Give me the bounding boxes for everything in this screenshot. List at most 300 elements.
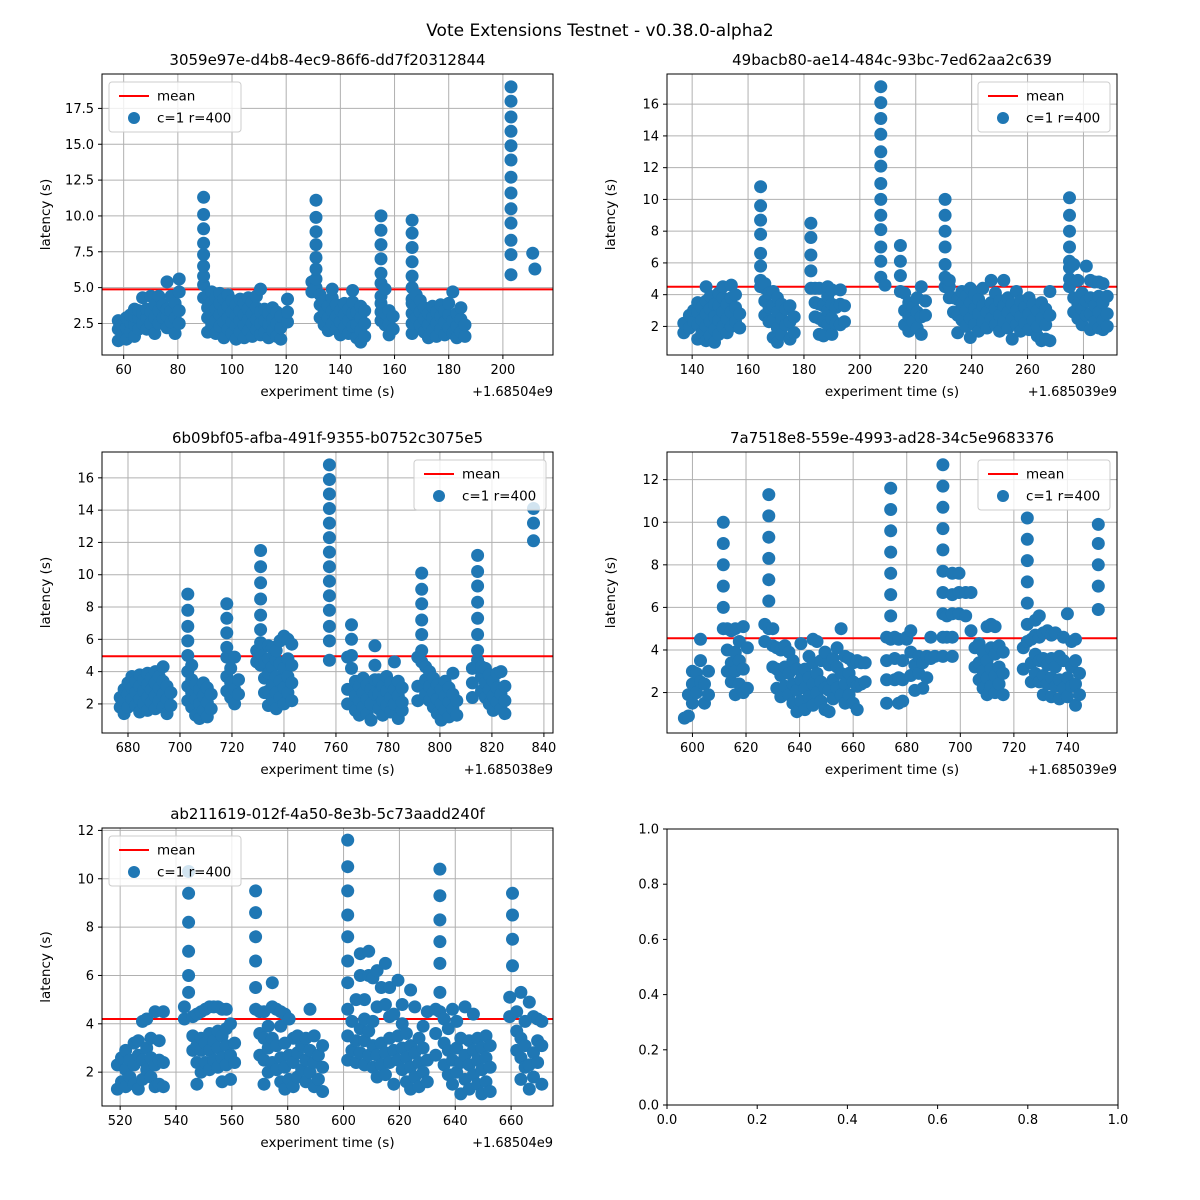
- data-point: [528, 263, 541, 276]
- data-point: [173, 317, 186, 330]
- data-point: [1021, 533, 1034, 546]
- subplot-0: [38, 51, 553, 400]
- y-tick-label: 17.5: [65, 101, 94, 117]
- data-point: [762, 595, 775, 608]
- data-point: [471, 549, 484, 562]
- data-point: [323, 654, 336, 667]
- y-tick-label: 12: [77, 823, 94, 839]
- y-axis-label: latency (s): [603, 178, 619, 251]
- data-point: [220, 597, 233, 610]
- data-point: [454, 301, 467, 314]
- data-point: [379, 283, 392, 296]
- x-tick-label: 680: [115, 741, 141, 756]
- data-point: [754, 180, 767, 193]
- data-point: [285, 659, 298, 672]
- y-axis-label: latency (s): [603, 556, 619, 629]
- data-point: [939, 193, 952, 206]
- data-point: [811, 635, 824, 648]
- x-axis-label: experiment time (s): [824, 762, 960, 778]
- data-point: [326, 283, 339, 296]
- data-point: [523, 1083, 536, 1096]
- data-point: [181, 634, 194, 647]
- data-point: [505, 202, 518, 215]
- data-point: [823, 705, 836, 718]
- data-point: [157, 1080, 170, 1093]
- data-point: [375, 252, 388, 265]
- data-point: [915, 328, 928, 341]
- data-point: [310, 194, 323, 207]
- data-point: [884, 482, 897, 495]
- data-point: [471, 596, 484, 609]
- data-point: [1021, 575, 1034, 588]
- y-axis-label: latency (s): [38, 178, 54, 251]
- data-point: [939, 209, 952, 222]
- data-point: [254, 609, 267, 622]
- data-point: [874, 255, 887, 268]
- data-point: [838, 315, 851, 328]
- data-point: [358, 330, 371, 343]
- x-axis-offset: +1.68504e9: [472, 385, 553, 400]
- data-point: [884, 567, 897, 580]
- x-tick-label: 660: [840, 741, 866, 756]
- data-point: [874, 145, 887, 158]
- data-point: [446, 1003, 459, 1016]
- data-point: [323, 634, 336, 647]
- data-point: [310, 238, 323, 251]
- data-point: [185, 659, 198, 672]
- data-point: [224, 1017, 237, 1030]
- data-point: [459, 318, 472, 331]
- legend-mean-label: mean: [157, 842, 196, 859]
- data-point: [1063, 209, 1076, 222]
- data-point: [874, 177, 887, 190]
- figure-title: Vote Extensions Testnet - v0.38.0-alpha2: [426, 21, 774, 41]
- legend-series-label: c=1 r=400: [157, 110, 232, 127]
- legend-series-label: c=1 r=400: [1026, 488, 1101, 505]
- data-point: [965, 624, 978, 637]
- data-point: [989, 620, 1002, 633]
- data-point: [794, 637, 807, 650]
- x-axis-offset: +1.68504e9: [472, 1136, 553, 1151]
- data-point: [396, 681, 409, 694]
- data-point: [884, 588, 897, 601]
- data-point: [341, 955, 354, 968]
- data-point: [505, 80, 518, 93]
- data-point: [1063, 191, 1076, 204]
- data-point: [228, 651, 241, 664]
- data-point: [375, 209, 388, 222]
- data-point: [1080, 260, 1093, 273]
- x-tick-label: 580: [275, 1114, 301, 1129]
- data-point: [310, 263, 323, 276]
- data-point: [484, 1061, 497, 1074]
- data-point: [262, 1020, 275, 1033]
- ticks: [663, 829, 1118, 1109]
- x-tick-label: 700: [947, 741, 973, 756]
- data-point: [915, 280, 928, 293]
- data-point: [702, 688, 715, 701]
- data-point: [281, 293, 294, 306]
- data-point: [182, 945, 195, 958]
- data-point: [228, 1037, 241, 1050]
- data-point: [498, 680, 511, 693]
- data-point: [884, 503, 897, 516]
- data-point: [717, 558, 730, 571]
- data-point: [1067, 258, 1080, 271]
- y-axis-label: latency (s): [38, 556, 54, 629]
- data-point: [505, 187, 518, 200]
- x-tick-label: 720: [1001, 741, 1027, 756]
- y-tick-label: 15.0: [65, 137, 94, 153]
- data-point: [729, 288, 742, 301]
- y-tick-label: 10.0: [65, 209, 94, 225]
- x-tick-label: 0.6: [927, 1113, 948, 1128]
- data-point: [904, 624, 917, 637]
- legend-series-label: c=1 r=400: [1026, 110, 1101, 127]
- x-tick-label: 600: [331, 1114, 356, 1129]
- y-tick-label: 4: [85, 665, 94, 681]
- data-point: [997, 274, 1010, 287]
- data-point: [965, 586, 978, 599]
- data-point: [804, 217, 817, 230]
- data-point: [694, 654, 707, 667]
- data-point: [505, 248, 518, 261]
- data-point: [285, 638, 298, 651]
- data-point: [310, 211, 323, 224]
- data-point: [1061, 607, 1074, 620]
- data-point: [527, 517, 540, 530]
- x-tick-label: 840: [531, 741, 557, 756]
- data-point: [834, 283, 847, 296]
- data-point: [874, 209, 887, 222]
- data-point: [874, 80, 887, 93]
- data-point: [285, 676, 298, 689]
- subplot-3: [603, 429, 1117, 778]
- x-tick-label: 600: [680, 741, 705, 756]
- data-point: [1071, 274, 1084, 287]
- x-tick-label: 60: [115, 363, 132, 378]
- data-point: [936, 480, 949, 493]
- data-point: [1021, 597, 1034, 610]
- data-point: [310, 225, 323, 238]
- y-tick-label: 12: [77, 535, 94, 551]
- x-tick-label: 0.2: [746, 1113, 768, 1128]
- data-point: [323, 488, 336, 501]
- x-tick-label: 220: [903, 363, 929, 378]
- data-point: [345, 649, 358, 662]
- x-tick-label: 800: [427, 741, 453, 756]
- x-tick-label: 660: [498, 1114, 524, 1129]
- subplot-1: [603, 51, 1117, 400]
- data-point: [717, 516, 730, 529]
- data-point: [484, 1039, 497, 1052]
- y-tick-label: 12: [642, 161, 659, 177]
- x-tick-label: 240: [959, 363, 985, 378]
- data-point: [788, 326, 801, 339]
- subplot-title: 3059e97e-d4b8-4ec9-86f6-dd7f20312844: [169, 51, 486, 69]
- data-point: [442, 297, 455, 310]
- data-point: [323, 560, 336, 573]
- legend-mean-label: mean: [1026, 88, 1065, 105]
- x-tick-label: 720: [219, 741, 245, 756]
- data-point: [228, 1056, 241, 1069]
- data-point: [450, 694, 463, 707]
- data-point: [874, 160, 887, 173]
- data-point: [362, 945, 375, 958]
- y-axis-label: latency (s): [38, 931, 54, 1003]
- data-point: [997, 667, 1010, 680]
- data-point: [884, 546, 897, 559]
- data-point: [894, 239, 907, 252]
- data-point: [205, 688, 218, 701]
- data-point: [433, 889, 446, 902]
- legend-mean-label: mean: [1026, 466, 1065, 483]
- x-tick-label: 160: [382, 363, 407, 378]
- data-point: [283, 1013, 296, 1026]
- data-point: [446, 285, 459, 298]
- data-point: [874, 193, 887, 206]
- data-point: [182, 969, 195, 982]
- data-point: [182, 986, 195, 999]
- data-point: [406, 255, 419, 268]
- data-point: [717, 601, 730, 614]
- x-tick-label: 260: [1015, 363, 1040, 378]
- data-point: [919, 309, 932, 322]
- data-point: [946, 650, 959, 663]
- data-point: [450, 1015, 463, 1028]
- axes-frame: [667, 829, 1118, 1105]
- data-point: [220, 612, 233, 625]
- x-tick-label: 180: [791, 363, 817, 378]
- y-tick-label: 8: [85, 920, 94, 936]
- data-point: [157, 660, 170, 673]
- data-point: [943, 274, 956, 287]
- data-point: [274, 333, 287, 346]
- x-tick-label: 140: [327, 363, 353, 378]
- data-point: [312, 1073, 325, 1086]
- y-tick-label: 4: [85, 1017, 94, 1033]
- y-tick-label: 8: [650, 558, 659, 574]
- data-point: [936, 458, 949, 471]
- data-point: [220, 1003, 233, 1016]
- data-point: [341, 834, 354, 847]
- x-axis-label: experiment time (s): [824, 384, 960, 400]
- data-point: [388, 655, 401, 668]
- x-tick-label: 700: [167, 741, 193, 756]
- data-point: [896, 695, 909, 708]
- data-point: [1092, 580, 1105, 593]
- data-point: [997, 646, 1010, 659]
- y-tick-label: 10: [77, 872, 94, 888]
- legend-series-sample: [997, 490, 1009, 502]
- data-point: [851, 703, 864, 716]
- data-point: [182, 887, 195, 900]
- data-point: [375, 238, 388, 251]
- data-point: [406, 270, 419, 283]
- data-point: [754, 214, 767, 227]
- data-point: [197, 237, 210, 250]
- y-tick-label: 2: [650, 686, 659, 702]
- data-point: [717, 580, 730, 593]
- data-point: [505, 95, 518, 108]
- data-point: [766, 622, 779, 635]
- data-point: [375, 267, 388, 280]
- y-tick-label: 4: [650, 288, 659, 304]
- data-point: [254, 544, 267, 557]
- data-point: [387, 1078, 400, 1091]
- data-point: [1069, 654, 1082, 667]
- data-point: [1021, 554, 1034, 567]
- x-tick-label: 740: [271, 741, 297, 756]
- data-point: [506, 933, 519, 946]
- data-point: [446, 667, 459, 680]
- x-tick-label: 640: [787, 741, 813, 756]
- data-point: [682, 710, 695, 723]
- subplot-5: [638, 823, 1128, 1129]
- data-point: [249, 930, 262, 943]
- x-tick-label: 0.0: [656, 1113, 678, 1128]
- data-point: [717, 537, 730, 550]
- data-point: [433, 957, 446, 970]
- data-point: [346, 284, 359, 297]
- legend-series-label: c=1 r=400: [462, 488, 537, 505]
- data-point: [1063, 241, 1076, 254]
- data-point: [505, 217, 518, 230]
- x-tick-label: 560: [219, 1114, 245, 1129]
- data-point: [197, 191, 210, 204]
- data-point: [939, 258, 952, 271]
- data-point: [754, 228, 767, 241]
- y-tick-label: 12: [642, 473, 659, 489]
- data-point: [345, 618, 358, 631]
- data-point: [754, 260, 767, 273]
- data-point: [859, 656, 872, 669]
- x-tick-label: 0.4: [837, 1113, 858, 1128]
- data-point: [1092, 537, 1105, 550]
- data-point: [254, 576, 267, 589]
- data-point: [323, 575, 336, 588]
- x-tick-label: 140: [679, 363, 705, 378]
- x-tick-label: 780: [375, 741, 401, 756]
- data-point: [366, 1015, 379, 1028]
- data-point: [316, 1039, 329, 1052]
- x-tick-label: 640: [442, 1114, 468, 1129]
- x-tick-label: 740: [1055, 741, 1080, 756]
- data-point: [232, 688, 245, 701]
- y-tick-label: 2: [650, 319, 659, 335]
- data-point: [316, 1085, 329, 1098]
- data-point: [1069, 633, 1082, 646]
- data-point: [433, 863, 446, 876]
- legend-series-sample: [997, 112, 1009, 124]
- x-tick-label: 760: [323, 741, 349, 756]
- data-point: [471, 580, 484, 593]
- data-point: [505, 125, 518, 138]
- data-point: [919, 295, 932, 308]
- x-axis-label: experiment time (s): [260, 762, 395, 778]
- data-point: [506, 909, 519, 922]
- y-tick-label: 6: [85, 968, 94, 984]
- data-point: [762, 531, 775, 544]
- subplot-title: 49bacb80-ae14-484c-93bc-7ed62aa2c639: [732, 51, 1052, 69]
- subplot-4: [38, 805, 553, 1151]
- data-point: [197, 208, 210, 221]
- data-point: [1092, 603, 1105, 616]
- subplot-title: 6b09bf05-afba-491f-9355-b0752c3075e5: [171, 429, 484, 447]
- data-point: [1101, 320, 1114, 333]
- y-tick-label: 6: [650, 600, 659, 616]
- data-point: [285, 694, 298, 707]
- data-point: [341, 884, 354, 897]
- data-point: [323, 620, 336, 633]
- data-point: [788, 310, 801, 323]
- data-point: [1101, 307, 1114, 320]
- data-point: [157, 1056, 170, 1069]
- data-point: [506, 887, 519, 900]
- data-point: [1033, 609, 1046, 622]
- legend: [978, 82, 1110, 132]
- data-point: [874, 112, 887, 125]
- data-point: [249, 955, 262, 968]
- data-point: [1092, 558, 1105, 571]
- legend-series-sample: [128, 866, 140, 878]
- legend: [109, 836, 241, 886]
- data-point: [323, 546, 336, 559]
- y-tick-label: 10: [77, 568, 94, 584]
- subplot-title: ab211619-012f-4a50-8e3b-5c73aadd240f: [170, 805, 485, 823]
- data-point: [341, 909, 354, 922]
- data-point: [1043, 285, 1056, 298]
- data-point: [181, 588, 194, 601]
- data-point: [406, 241, 419, 254]
- data-point: [879, 279, 892, 292]
- y-tick-label: 8: [650, 224, 659, 240]
- data-point: [762, 552, 775, 565]
- data-point: [884, 524, 897, 537]
- y-tick-label: 0.4: [638, 988, 659, 1004]
- data-point: [433, 935, 446, 948]
- data-point: [1092, 518, 1105, 531]
- data-point: [741, 641, 754, 654]
- y-tick-label: 7.5: [73, 245, 94, 261]
- y-tick-label: 12.5: [65, 173, 94, 189]
- y-tick-label: 8: [85, 600, 94, 616]
- data-point: [526, 247, 539, 260]
- data-point: [316, 1061, 329, 1074]
- data-point: [498, 707, 511, 720]
- x-axis-offset: +1.685039e9: [1027, 385, 1117, 400]
- data-point: [946, 631, 959, 644]
- data-point: [415, 614, 428, 627]
- x-axis-offset: +1.685039e9: [1027, 763, 1117, 778]
- data-point: [368, 639, 381, 652]
- data-point: [924, 631, 937, 644]
- data-point: [471, 644, 484, 657]
- data-point: [181, 620, 194, 633]
- legend: [414, 460, 546, 510]
- data-point: [503, 991, 516, 1004]
- data-point: [936, 543, 949, 556]
- data-point: [387, 310, 400, 323]
- data-point: [535, 1078, 548, 1091]
- data-point: [505, 234, 518, 247]
- data-point: [737, 620, 750, 633]
- x-tick-label: 160: [735, 363, 761, 378]
- data-point: [936, 501, 949, 514]
- data-point: [894, 255, 907, 268]
- data-point: [459, 330, 472, 343]
- data-point: [421, 1075, 434, 1088]
